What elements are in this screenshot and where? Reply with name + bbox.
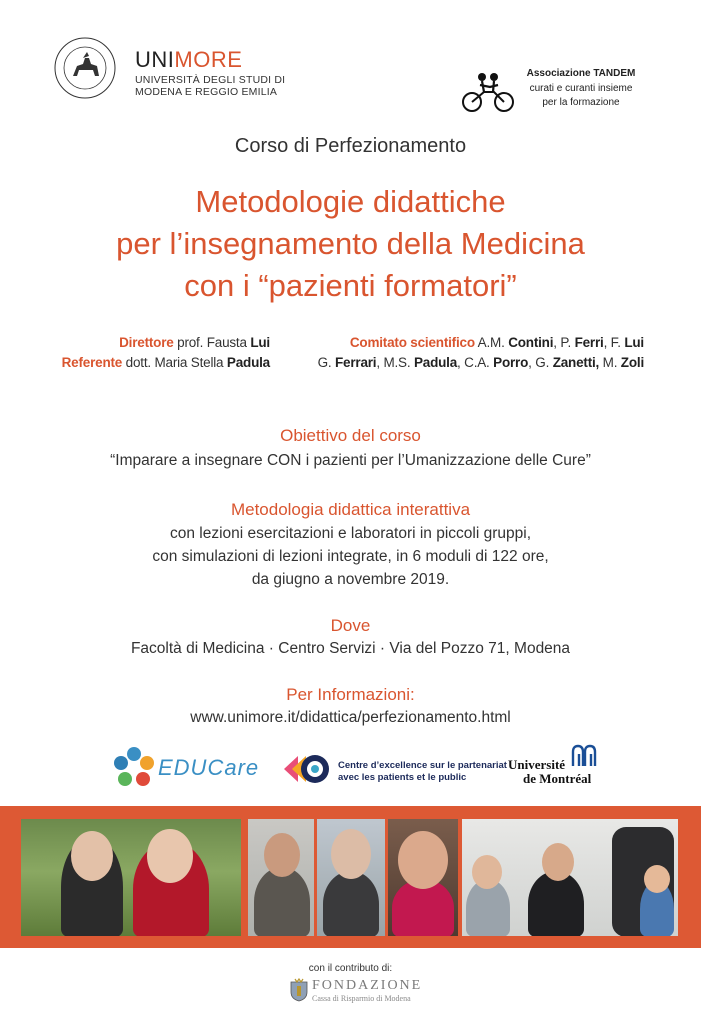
referent-label: Referente bbox=[61, 355, 123, 370]
committee-member-initial: , P. bbox=[553, 335, 575, 350]
info-url[interactable]: www.unimore.it/didattica/perfezionamento.html bbox=[190, 709, 511, 726]
committee-label: Comitato scientifico bbox=[349, 335, 475, 350]
committee-member-surname: Zoli bbox=[620, 355, 644, 370]
unimore-wordmark: UNIMORE bbox=[135, 47, 243, 72]
committee-member-surname: Ferrari bbox=[334, 355, 377, 370]
committee-member-surname: Ferri bbox=[574, 335, 604, 350]
committee-line2 bbox=[318, 355, 644, 370]
director-label: Direttore bbox=[119, 335, 174, 350]
udem-name-line2: de Montréal bbox=[523, 771, 592, 786]
committee-member-initial: , M.S. bbox=[376, 355, 414, 370]
committee-member-initial: A.M. bbox=[474, 335, 509, 350]
ceppp-logo-icon bbox=[282, 752, 332, 786]
objective-text: “Imparare a insegnare CON i pazienti per l’Umanizzazione delle Cure” bbox=[110, 452, 591, 469]
educare-wordmark: EDUCare bbox=[158, 755, 260, 780]
udem-name-line1: Université bbox=[508, 757, 566, 772]
unimore-subtitle-line1: UNIVERSITÀ DEGLI STUDI DI bbox=[135, 74, 286, 86]
location-heading: Dove bbox=[330, 616, 371, 635]
committee-member-surname: Lui bbox=[624, 335, 644, 350]
methodology-line2: con simulazioni di lezioni integrate, in 6 moduli di 122 ore, bbox=[152, 548, 549, 565]
ceppp-name-line2: avec les patients et le public bbox=[338, 772, 467, 783]
committee-member-surname: Porro bbox=[493, 355, 529, 370]
referent-line: Referente dott. Maria Stella Padula bbox=[61, 355, 270, 370]
director-line: Direttore prof. Fausta Lui bbox=[119, 335, 270, 350]
committee-member-initial: , F. bbox=[603, 335, 625, 350]
course-title-line3: con i “pazienti formatori” bbox=[184, 268, 517, 303]
unimore-subtitle-line2: MODENA E REGGIO EMILIA bbox=[135, 86, 278, 98]
fondazione-name: FONDAZIONE bbox=[312, 978, 423, 993]
committee-member-initial: G. bbox=[317, 355, 335, 370]
course-title-line1: Metodologie didattiche bbox=[195, 184, 506, 219]
location-text: Facoltà di Medicina · Centro Servizi · Via del Pozzo 71, Modena bbox=[130, 640, 571, 657]
man-photo bbox=[248, 819, 314, 936]
tandem-name: Associazione TANDEM bbox=[526, 68, 636, 79]
ceppp-name-line1: Centre d’excellence sur le partenariat bbox=[338, 760, 507, 771]
older-woman-photo bbox=[317, 819, 385, 936]
group-photo bbox=[462, 819, 678, 936]
committee-member-initial: M. bbox=[599, 355, 621, 370]
course-type: Corso di Perfezionamento bbox=[234, 135, 467, 157]
committee-member-surname: Contini bbox=[508, 335, 554, 350]
tandem-bicycle-icon bbox=[460, 70, 518, 114]
course-title-line2: per l’insegnamento della Medicina bbox=[116, 226, 585, 261]
info-heading: Per Informazioni: bbox=[286, 685, 415, 704]
udem-logo-icon bbox=[570, 744, 598, 768]
committee-member-surname: Zanetti, bbox=[552, 355, 600, 370]
committee-member-initial: , G. bbox=[528, 355, 553, 370]
two-women-photo bbox=[21, 819, 241, 936]
methodology-heading: Metodologia didattica interattiva bbox=[230, 500, 471, 519]
methodology-line1: con lezioni esercitazioni e laboratori in piccoli gruppi, bbox=[170, 525, 531, 542]
tandem-tagline-1: curati e curanti insieme bbox=[529, 83, 633, 94]
objective-heading: Obiettivo del corso bbox=[280, 426, 421, 445]
committee-line1 bbox=[350, 335, 644, 350]
woman-photo bbox=[388, 819, 458, 936]
committee-member-initial: , C.A. bbox=[457, 355, 494, 370]
tandem-tagline-2: per la formazione bbox=[542, 97, 620, 108]
fondazione-subname: Cassa di Risparmio di Modena bbox=[312, 994, 411, 1003]
methodology-line3: da giugno a novembre 2019. bbox=[251, 571, 450, 588]
committee-member-surname: Padula bbox=[413, 355, 458, 370]
contribution-text: con il contributo di: bbox=[308, 963, 393, 974]
unimore-seal-icon bbox=[53, 36, 117, 100]
photo-band bbox=[0, 806, 701, 948]
educare-flower-icon bbox=[110, 744, 158, 792]
fondazione-crest-icon bbox=[289, 978, 309, 1002]
